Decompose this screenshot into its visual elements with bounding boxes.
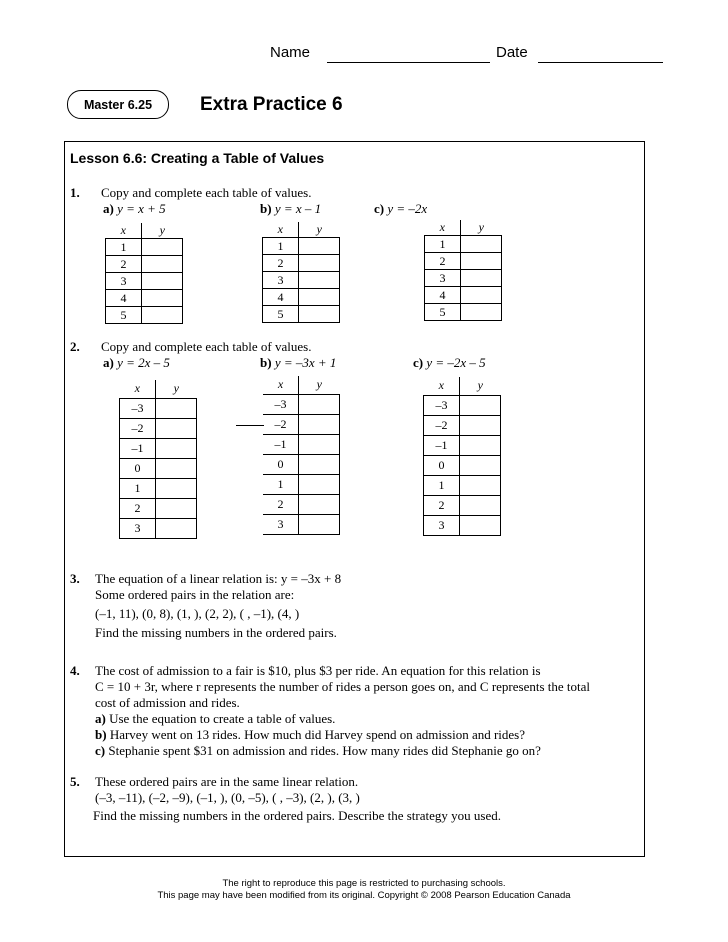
- x-cell: 2: [120, 498, 156, 518]
- y-cell[interactable]: [156, 398, 197, 418]
- x-cell: 1: [424, 475, 460, 495]
- y-cell[interactable]: [460, 395, 501, 415]
- q1b-equation: y = x – 1: [274, 201, 322, 216]
- y-cell[interactable]: [460, 435, 501, 455]
- q4a: [95, 711, 335, 726]
- x-cell: 5: [263, 306, 299, 323]
- q3-line1: The equation of a linear relation is: y = –3x + 8: [95, 571, 342, 586]
- table-header-x: x: [263, 376, 299, 394]
- x-cell: 4: [425, 287, 461, 304]
- q2b-equation: y = –3x + 1: [274, 355, 337, 370]
- q2b-label: [260, 355, 336, 370]
- y-cell[interactable]: [299, 306, 340, 323]
- y-cell[interactable]: [299, 514, 340, 534]
- q3-line4: Find the missing numbers in the ordered pairs.: [95, 625, 337, 640]
- q4c: [95, 743, 541, 758]
- q2a-label: [103, 355, 170, 370]
- q1a-table: [105, 223, 183, 324]
- x-cell: 3: [263, 514, 299, 534]
- x-cell: 2: [263, 255, 299, 272]
- table-header-x: x: [106, 223, 142, 239]
- q4-line2: C = 10 + 3r, where r represents the number of rides a person goes on, and C represents the total: [95, 679, 591, 694]
- q1-number: 1.: [70, 185, 80, 200]
- x-cell: 1: [263, 474, 299, 494]
- x-cell: 1: [120, 478, 156, 498]
- x-cell: 1: [263, 238, 299, 255]
- q2-number: 2.: [70, 339, 80, 354]
- x-cell: –2: [120, 418, 156, 438]
- x-cell: 3: [424, 515, 460, 535]
- y-cell[interactable]: [299, 272, 340, 289]
- table-header-x: x: [120, 380, 156, 398]
- y-cell[interactable]: [156, 518, 197, 538]
- q2c-table: [423, 377, 501, 536]
- table-header-y: y: [156, 380, 197, 398]
- x-cell: –1: [263, 434, 299, 454]
- q3-line2: Some ordered pairs in the relation are:: [95, 587, 295, 602]
- y-cell[interactable]: [299, 474, 340, 494]
- y-cell[interactable]: [156, 458, 197, 478]
- x-cell: –1: [424, 435, 460, 455]
- page-title: Extra Practice 6: [200, 94, 343, 115]
- q2c-equation: y = –2x – 5: [426, 355, 486, 370]
- y-cell[interactable]: [156, 418, 197, 438]
- y-cell[interactable]: [461, 236, 502, 253]
- y-cell[interactable]: [461, 287, 502, 304]
- name-line[interactable]: [327, 62, 490, 63]
- x-cell: 3: [263, 272, 299, 289]
- y-cell[interactable]: [299, 494, 340, 514]
- q2c-tag: c): [413, 355, 424, 370]
- q4c-text: Stephanie spent $31 on admission and rides. How many rides did Stephanie go on?: [108, 743, 541, 758]
- y-cell[interactable]: [142, 307, 183, 324]
- stray-mark: [236, 425, 264, 426]
- q4b: [95, 727, 525, 742]
- q2a-tag: a): [103, 355, 114, 370]
- x-cell: 2: [424, 495, 460, 515]
- q4-line3: cost of admission and rides.: [95, 695, 240, 710]
- y-cell[interactable]: [461, 253, 502, 270]
- q1a-equation: y = x + 5: [117, 201, 166, 216]
- y-cell[interactable]: [299, 414, 340, 434]
- y-cell[interactable]: [299, 289, 340, 306]
- q2b-tag: b): [260, 355, 272, 370]
- date-label: Date: [496, 44, 528, 61]
- q2b-table: [263, 376, 340, 535]
- y-cell[interactable]: [460, 475, 501, 495]
- footer-rights: The right to reproduce this page is restricted to purchasing schools.: [222, 878, 506, 889]
- q1b-tag: b): [260, 201, 272, 216]
- x-cell: 2: [425, 253, 461, 270]
- q2a-table: [119, 380, 197, 539]
- q4-line1: The cost of admission to a fair is $10, plus $3 per ride. An equation for this relation is: [95, 663, 541, 678]
- y-cell[interactable]: [142, 290, 183, 307]
- x-cell: –3: [424, 395, 460, 415]
- x-cell: 3: [425, 270, 461, 287]
- y-cell[interactable]: [142, 256, 183, 273]
- q2c-label: [413, 355, 486, 370]
- x-cell: –2: [424, 415, 460, 435]
- x-cell: 3: [120, 518, 156, 538]
- x-cell: 1: [106, 239, 142, 256]
- q2-prompt: Copy and complete each table of values.: [101, 339, 312, 354]
- x-cell: 2: [106, 256, 142, 273]
- y-cell[interactable]: [460, 495, 501, 515]
- q1c-equation: y = –2x: [387, 201, 428, 216]
- x-cell: 4: [106, 290, 142, 307]
- x-cell: 1: [425, 236, 461, 253]
- q1-prompt: Copy and complete each table of values.: [101, 185, 312, 200]
- lesson-title: Lesson 6.6: Creating a Table of Values: [70, 150, 325, 166]
- date-line[interactable]: [538, 62, 663, 63]
- master-label: Master 6.25: [83, 97, 153, 112]
- q1c-table: [424, 220, 502, 321]
- q4b-text: Harvey went on 13 rides. How much did Harvey spend on admission and rides?: [109, 727, 525, 742]
- y-cell[interactable]: [156, 498, 197, 518]
- table-header-y: y: [299, 376, 340, 394]
- q5-line1: These ordered pairs are in the same linear relation.: [95, 774, 359, 789]
- x-cell: –3: [120, 398, 156, 418]
- table-header-y: y: [461, 220, 502, 236]
- y-cell[interactable]: [156, 478, 197, 498]
- y-cell[interactable]: [299, 255, 340, 272]
- q4a-text: Use the equation to create a table of values.: [109, 711, 336, 726]
- x-cell: 3: [106, 273, 142, 290]
- name-label: Name: [270, 44, 311, 61]
- table-header-y: y: [142, 223, 183, 239]
- q1a-tag: a): [103, 201, 114, 216]
- master-badge: [67, 90, 169, 119]
- q4b-tag: b): [95, 727, 107, 742]
- y-cell[interactable]: [461, 270, 502, 287]
- q1c-label: [374, 201, 427, 216]
- q5-line2: (–3, –11), (–2, –9), (–1, ), (0, –5), ( , –3), (2, ), (3, ): [95, 790, 360, 805]
- x-cell: 0: [424, 455, 460, 475]
- y-cell[interactable]: [461, 304, 502, 321]
- x-cell: –1: [120, 438, 156, 458]
- x-cell: –2: [263, 414, 299, 434]
- y-cell[interactable]: [156, 438, 197, 458]
- y-cell[interactable]: [460, 515, 501, 535]
- table-header-y: y: [299, 222, 340, 238]
- q2a-equation: y = 2x – 5: [117, 355, 170, 370]
- footer-copyright: This page may have been modified from its original. Copyright © 2008 Pearson Education Canada: [157, 890, 571, 901]
- table-header-x: x: [263, 222, 299, 238]
- q1b-table: [262, 222, 340, 323]
- q1a-label: [103, 201, 166, 216]
- table-header-x: x: [425, 220, 461, 236]
- q4-number: 4.: [70, 663, 80, 678]
- q3-number: 3.: [70, 571, 80, 586]
- q4c-tag: c): [95, 743, 106, 758]
- y-cell[interactable]: [299, 238, 340, 255]
- y-cell[interactable]: [142, 239, 183, 256]
- q1c-tag: c): [374, 201, 385, 216]
- q5-line3: Find the missing numbers in the ordered pairs. Describe the strategy you used.: [93, 808, 501, 823]
- x-cell: 0: [263, 454, 299, 474]
- table-header-x: x: [424, 377, 460, 395]
- q5-number: 5.: [70, 774, 80, 789]
- table-header-y: y: [460, 377, 501, 395]
- y-cell[interactable]: [460, 415, 501, 435]
- y-cell[interactable]: [460, 455, 501, 475]
- x-cell: 5: [106, 307, 142, 324]
- x-cell: 4: [263, 289, 299, 306]
- y-cell[interactable]: [299, 454, 340, 474]
- x-cell: –3: [263, 394, 299, 414]
- y-cell[interactable]: [299, 394, 340, 414]
- q1b-label: [260, 201, 321, 216]
- x-cell: 2: [263, 494, 299, 514]
- q4a-tag: a): [95, 711, 106, 726]
- y-cell[interactable]: [142, 273, 183, 290]
- q3-line3: (–1, 11), (0, 8), (1, ), (2, 2), ( , –1), (4, ): [95, 606, 300, 621]
- y-cell[interactable]: [299, 434, 340, 454]
- x-cell: 5: [425, 304, 461, 321]
- x-cell: 0: [120, 458, 156, 478]
